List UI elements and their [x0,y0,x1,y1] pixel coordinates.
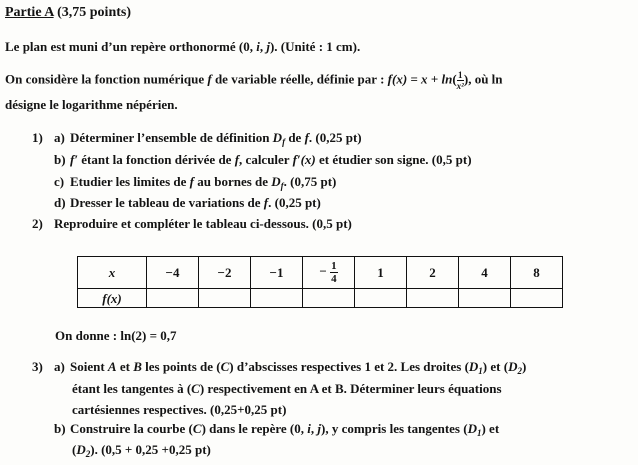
table-cell-fx [303,289,355,308]
q3-a-C2: C [191,381,200,396]
q1-b-fprime: f′ [70,152,78,167]
table-cell-fx [355,289,407,308]
q3-b-D1-sub: 1 [476,428,482,438]
q1-b-f: f [234,152,240,167]
q3-a-line-3: cartésiennes respectives. (0,25+0,25 pt) [72,402,287,417]
q1-a-sub: f [282,137,286,147]
q1-d [54,196,321,209]
q1-b [54,153,472,166]
q3-a-line-1 [32,360,526,376]
table-cell-x: 2 [407,257,459,289]
q3-b-line2-text-2: ). (0,5 + 0,25 +0,25 pt) [90,442,211,457]
q1-c-sub: f [280,181,284,191]
q1-c-text-3: . (0,75 pt) [283,174,337,189]
q1-d-label: d) [54,195,66,210]
q3-a-D1-sub: 1 [478,366,483,376]
q3-b-label: b) [54,421,66,436]
q2 [32,217,352,230]
plan-text: Le plan est muni d’un repère orthonormé (0, [5,39,257,54]
q3-a-line2-text-2: ) respectivement en A et B. Déterminer leurs équations [199,381,502,396]
q1-d-text-2: . (0,25 pt) [268,195,321,210]
table-cell-fx [407,289,459,308]
q3-a-C: C [220,359,230,374]
q3-a-text-2: et [116,359,134,374]
table-cell-fx [459,289,511,308]
q3-a-text-6: ) [521,359,527,374]
q1-a-text-1: Déterminer l’ensemble de définition [70,130,273,145]
q1-c-D: D [271,174,281,189]
q3-b-D2: D [76,442,86,457]
q3-a-text-3: les points de ( [141,359,221,374]
section-header [5,6,131,20]
table-cell-x: 4 [459,257,511,289]
q3-b-line-1: b) Construire la courbe (C) dans le repère (0, i, j), y compris les tangentes $(D_1)$ et [54,421,500,438]
q1-a-label: a) [54,130,65,145]
q2-number: 2) [32,216,43,231]
fct-text-a: On considère la fonction numérique [5,71,208,87]
q3-a-text-1: Soient [70,359,108,374]
table-cell-fx [147,289,199,308]
q3-b-D1: D [467,421,477,436]
q3-b-text-2: ) dans le repère (0, [201,421,308,436]
table-row-x [78,257,563,289]
table-cell-fx [251,289,303,308]
q1-b-fprime-x: f′(x) [292,152,316,167]
q3-a-text-4: ) d’abscisses respectives 1 et 2. Les droites ( [229,359,469,374]
q3-b-text-3: ), y compris les tangentes ( [320,421,468,436]
q1-c [54,175,336,191]
q3-b-vector-j: j [317,421,321,436]
q3-b-line-2 [72,443,211,459]
fct-f: f [207,71,212,87]
table-cell-x: −2 [199,257,251,289]
q1-d-text-1: Dresser le tableau de variations de [70,195,264,210]
fct-fraction-den: x² [456,81,464,91]
q1-a-text-3: . (0,25 pt) [308,130,362,145]
function-definition-line: On considère la fonction numérique f de variable réelle, définie par : f(x) = x + ln( $\frac{1}{\text{x²}}$ ), où ln [5,70,503,91]
quarter-den: 4 [331,273,337,285]
q1-a-text-2: de [285,130,305,145]
section-title: Partie A [5,5,54,20]
quarter-num: 1 [331,260,337,272]
q1-c-label: c) [54,174,65,189]
fct-fraction-num: 1 [458,70,463,80]
values-table [77,256,563,308]
q3-b-C: C [192,421,202,436]
table-cell-x: 1 [355,257,407,289]
table-cell-x: −1 [251,257,303,289]
q1-c-text-2: au bornes de [193,174,272,189]
table-row-fx [78,289,563,308]
q1-d-f: f [263,195,269,210]
q3-a-line2-text-1: étant les tangentes à ( [72,381,192,396]
vector-i: i [256,39,260,54]
q2-text: Reproduire et compléter le tableau ci-dessous. (0,5 pt) [54,216,352,231]
q1-c-text-1: Etudier les limites de [70,174,190,189]
q1-b-text-3: et étudier son signe. (0,5 pt) [315,152,472,167]
q3-a-B: B [133,359,142,374]
table-header-x: x [78,257,147,289]
q1-a [32,131,362,147]
table-cell-fx [511,289,563,308]
quarter-fraction [330,260,338,285]
q3-b-line2-text-1: ( [72,442,77,457]
plan-end: ). (Unité : 1 cm). [269,39,361,54]
fct-text-b: de variable réelle, définie par : [211,71,388,87]
q3-b-text-1: Construire la courbe ( [70,421,193,436]
q3-number: 3) [32,359,43,374]
q3-a-label: a) [54,359,65,374]
table-cell-x: 8 [511,257,563,289]
function-definition-line-2: désigne le logarithme népérien. [5,97,178,112]
table-cell-fx [199,289,251,308]
q1-a-D: D [272,130,283,145]
q3-a-D2-sub: 2 [517,366,522,376]
q1-b-text-2: , calculer [239,152,293,167]
q3-a-D2: D [508,359,518,374]
table-cell-x: −4 [147,257,199,289]
q1-b-label: b) [54,152,66,167]
q3-a-A: A [107,359,117,374]
q1-c-f: f [189,174,194,189]
table-cell-x-quarter [303,257,355,289]
fct-fraction [457,70,464,91]
section-points: (3,75 points) [57,5,132,20]
q3-b-D2-sub: 2 [85,449,91,459]
fct-text-c: , où ln [468,71,503,87]
q3-a-line-2 [72,382,502,395]
q1-a-f: f [304,130,309,145]
fct-expr: f(x) = x + ln [387,71,453,87]
vector-j: j [266,39,270,54]
q3-a-text-5: ) et ( [482,359,509,374]
quarter-sign: − [319,263,327,279]
plan-sentence: Le plan est muni d’un repère orthonormé (0, i, j). (Unité : 1 cm). [5,39,361,54]
q3-a-D1: D [468,359,479,374]
table-header-fx: f(x) [78,289,147,308]
q1-b-text-1: étant la fonction dérivée de [78,152,235,167]
given-value: On donne : ln(2) = 0,7 [55,328,177,343]
q3-b-text-4: ) et [481,421,500,436]
q1-number: 1) [32,130,43,145]
q3-b-vector-i: i [307,421,311,436]
